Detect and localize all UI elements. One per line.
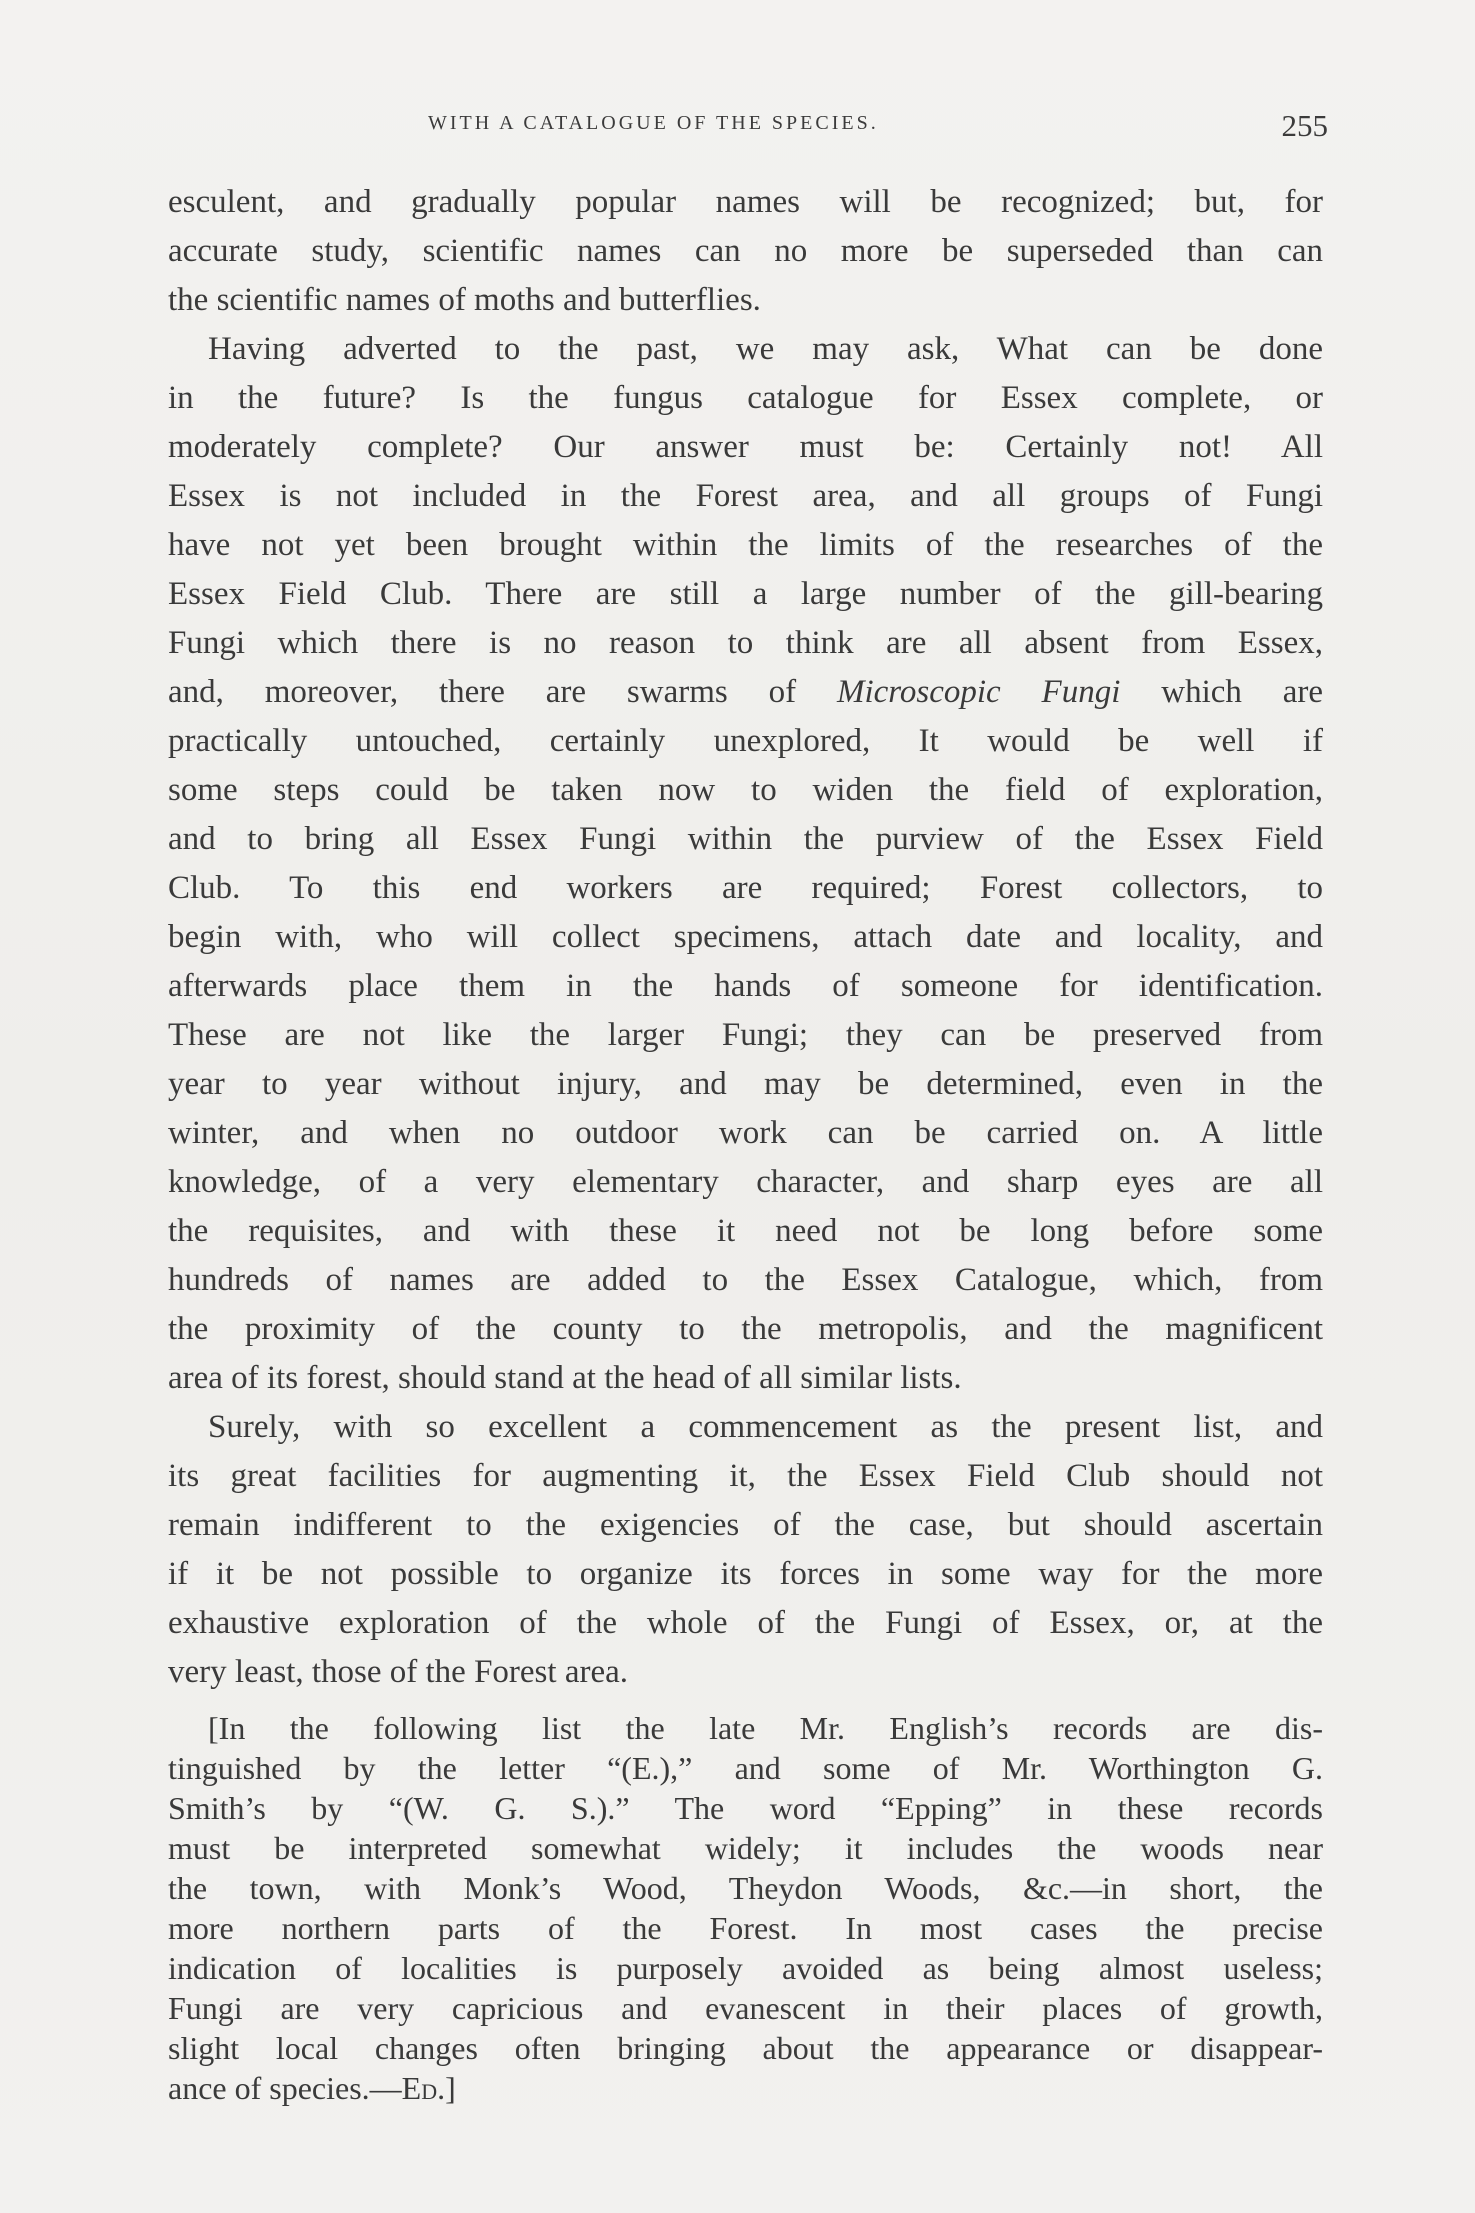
text-line: the proximity of the county to the metropolis, and the magnificent [168,1311,1323,1347]
text-line: year to year without injury, and may be determined, even in the [168,1066,1323,1102]
page-number: 255 [1281,108,1328,143]
text-line: Essex Field Club. There are still a large number of the gill-bearing [168,576,1323,612]
text-line: remain indifferent to the exigencies of the case, but should ascertain [168,1507,1323,1543]
text-line: in the future? Is the fungus catalogue for Essex complete, or [168,380,1323,416]
editorial-note [168,1708,1323,2108]
paragraph-3 [168,1403,1323,1697]
text-line: its great facilities for augmenting it, the Essex Field Club should not [168,1458,1323,1494]
paragraph-1 [168,178,1323,325]
text-line: and to bring all Essex Fungi within the purview of the Essex Field [168,821,1323,857]
editor-mark: Ed. [401,2070,446,2106]
text-line: area of its forest, should stand at the head of all similar lists. [168,1360,962,1396]
text-segment: and, moreover, there are swarms of [168,674,797,710]
text-line: the scientific names of moths and butterflies. [168,282,761,318]
text-segment: which are [1161,674,1324,710]
text-line: Fungi which there is no reason to think are all absent from Essex, [168,625,1323,661]
body-text [168,178,1323,1697]
text-line: if it be not possible to organize its forces in some way for the more [168,1556,1323,1592]
text-line: hundreds of names are added to the Essex Catalogue, which, from [168,1262,1323,1298]
note-last-line [168,2068,1323,2108]
note-line: the town, with Monk’s Wood, Theydon Woods, &c.—in short, the [168,1870,1323,1906]
note-line: Smith’s by “(W. G. S.).” The word “Epping” in these records [168,1790,1323,1826]
note-line: indication of localities is purposely avoided as being almost useless; [168,1950,1323,1986]
text-line: some steps could be taken now to widen the field of exploration, [168,772,1323,808]
text-line: the requisites, and with these it need not be long before some [168,1213,1323,1249]
running-title: WITH A CATALOGUE OF THE SPECIES. [428,112,879,134]
text-line: These are not like the larger Fungi; they can be preserved from [168,1017,1323,1053]
text-line: winter, and when no outdoor work can be carried on. A little [168,1115,1323,1151]
paragraph-2 [168,325,1323,1403]
text-line: afterwards place them in the hands of someone for identification. [168,968,1323,1004]
note-line: Fungi are very capricious and evanescent in their places of growth, [168,1990,1323,2026]
text-line-with-italic [168,668,1323,717]
text-line: exhaustive exploration of the whole of the Fungi of Essex, or, at the [168,1605,1323,1641]
note-line: slight local changes often bringing about the appearance or disappear- [168,2030,1323,2066]
text-line: Surely, with so excellent a commencement as the present list, and [208,1409,1323,1445]
text-line: Having adverted to the past, we may ask, What can be done [208,331,1323,367]
italic-term: Microscopic Fungi [836,674,1121,710]
note-line: must be interpreted somewhat widely; it includes the woods near [168,1830,1323,1866]
closing-bracket: ] [445,2070,456,2106]
running-head [168,108,1328,148]
text-line: accurate study, scientific names can no more be superseded than can [168,233,1323,269]
text-line: knowledge, of a very elementary character, and sharp eyes are all [168,1164,1323,1200]
text-line: Club. To this end workers are required; Forest collectors, to [168,870,1323,906]
text-line: esculent, and gradually popular names will be recognized; but, for [168,184,1323,220]
note-line: more northern parts of the Forest. In most cases the precise [168,1910,1323,1946]
text-line: very least, those of the Forest area. [168,1654,629,1690]
text-line: begin with, who will collect specimens, attach date and locality, and [168,919,1323,955]
text-line: Essex is not included in the Forest area, and all groups of Fungi [168,478,1323,514]
text-line: moderately complete? Our answer must be: Certainly not! All [168,429,1323,465]
note-line-text: ance of species.— [168,2070,402,2106]
note-line: tinguished by the letter “(E.),” and some of Mr. Worthington G. [168,1750,1323,1786]
text-line: practically untouched, certainly unexplored, It would be well if [168,723,1323,759]
text-line: have not yet been brought within the limits of the researches of the [168,527,1323,563]
note-line: [In the following list the late Mr. English’s records are dis- [208,1710,1323,1746]
